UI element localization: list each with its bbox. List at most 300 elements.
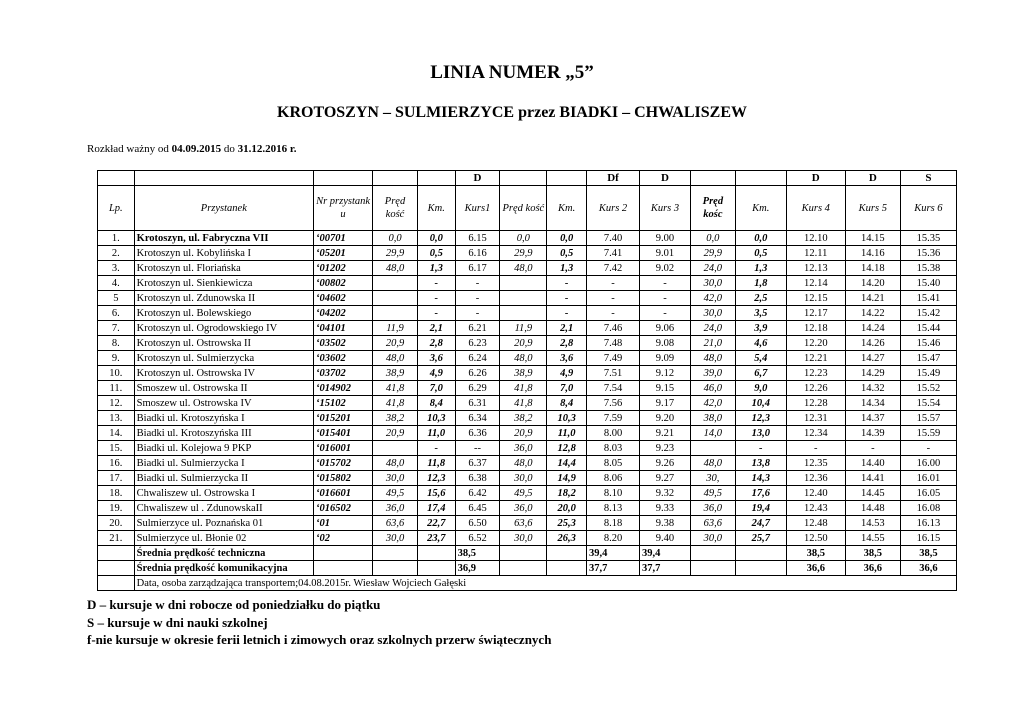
table-cell: 42,0 [690,396,735,411]
table-cell: 12.17 [786,306,845,321]
table-cell: 24,0 [690,261,735,276]
route-subtitle: KROTOSZYN – SULMIERZYCE przez BIADKI – CHWALISZEW [277,104,747,121]
table-cell: 7.49 [587,351,640,366]
column-header: Kurs 6 [900,186,956,231]
table-cell: 13,0 [735,426,786,441]
table-cell: 7.40 [587,231,640,246]
table-cell: Krotoszyn ul. Bolewskiego [134,306,313,321]
table-cell: - [640,276,691,291]
table-cell: - [417,291,455,306]
table-cell: 49,5 [373,486,418,501]
table-row [98,516,957,531]
table-cell: 2,5 [735,291,786,306]
service-code-cell [690,171,735,186]
table-cell: 4,6 [735,336,786,351]
column-header: Kurs 5 [845,186,900,231]
table-cell: - [417,441,455,456]
table-cell: 6.21 [455,321,500,336]
page-title: LINIA NUMER „5” [430,62,594,83]
table-cell: 6.17 [455,261,500,276]
table-cell: 48,0 [373,456,418,471]
table-cell: 12.10 [786,231,845,246]
table-row [98,381,957,396]
table-cell: - [640,306,691,321]
speed-row [98,561,957,576]
table-cell: 9.32 [640,486,691,501]
table-cell: 12,3 [735,411,786,426]
table-cell: 9.00 [640,231,691,246]
table-cell: 7.41 [587,246,640,261]
table-cell: 4,9 [417,366,455,381]
table-cell: 3. [98,261,135,276]
table-cell: 8,4 [547,396,587,411]
table-cell: 14.27 [845,351,900,366]
table-row [98,486,957,501]
validity-from: 04.09.2015 [171,143,222,155]
table-cell: 14.22 [845,306,900,321]
table-cell: 9.15 [640,381,691,396]
table-cell: 30,0 [690,276,735,291]
table-cell: 38,2 [500,411,547,426]
empty-cell [314,546,373,561]
table-cell: - [455,306,500,321]
speed-label: Średnia prędkość komunikacyjna [134,561,313,576]
table-cell: 63,6 [690,516,735,531]
column-header: Km. [735,186,786,231]
table-cell: 39,0 [690,366,735,381]
table-row [98,231,957,246]
table-cell: 49,5 [500,486,547,501]
empty-cell [314,561,373,576]
validity-to: 31.12.2016 r. [237,143,297,155]
table-cell: 14.16 [845,246,900,261]
table-cell: 11. [98,381,135,396]
speed-row [98,546,957,561]
table-cell: 36,0 [373,501,418,516]
speed-value: 37,7 [640,561,691,576]
table-cell: 2. [98,246,135,261]
table-cell: 0,5 [417,246,455,261]
table-cell: 16.00 [900,456,956,471]
table-cell: 14.32 [845,381,900,396]
table-cell: 9.20 [640,411,691,426]
table-cell [690,441,735,456]
speed-value: 36,6 [900,561,956,576]
table-cell: 24,7 [735,516,786,531]
table-cell: 7.48 [587,336,640,351]
table-row [98,366,957,381]
table-cell: 9.08 [640,336,691,351]
table-cell: 48,0 [690,456,735,471]
table-cell: 14.20 [845,276,900,291]
table-cell [500,306,547,321]
empty-cell [547,546,587,561]
table-cell: 9.23 [640,441,691,456]
empty-cell [417,561,455,576]
table-cell: 19. [98,501,135,516]
table-cell: 14.18 [845,261,900,276]
table-cell: - [845,441,900,456]
table-cell: 3,5 [735,306,786,321]
table-cell: 11,8 [417,456,455,471]
table-cell: 2,1 [417,321,455,336]
table-cell: 4. [98,276,135,291]
table-cell: 3,6 [417,351,455,366]
table-cell: 4,9 [547,366,587,381]
table-cell: 12.20 [786,336,845,351]
table-cell: 42,0 [690,291,735,306]
table-cell: 6.24 [455,351,500,366]
table-cell: ‘15102 [314,396,373,411]
table-cell: 7.56 [587,396,640,411]
table-cell: 22,7 [417,516,455,531]
table-cell: 8.10 [587,486,640,501]
table-row [98,441,957,456]
table-cell: 21,0 [690,336,735,351]
table-cell: -- [455,441,500,456]
speed-value: 39,4 [640,546,691,561]
table-cell: 14.45 [845,486,900,501]
empty-cell [690,561,735,576]
table-cell: 1,8 [735,276,786,291]
table-cell: 25,7 [735,531,786,546]
table-cell: 30,0 [373,531,418,546]
validity-line [87,143,297,155]
speed-label: Średnia prędkość techniczna [134,546,313,561]
empty-cell [500,546,547,561]
table-cell: 15.41 [900,291,956,306]
table-cell: ‘015201 [314,411,373,426]
table-cell: ‘01202 [314,261,373,276]
table-cell: Biadki ul. Kolejowa 9 PKP [134,441,313,456]
table-cell: 12.21 [786,351,845,366]
column-header: Km. [547,186,587,231]
timetable [97,170,957,591]
table-cell: 9.26 [640,456,691,471]
table-cell: 0,5 [547,246,587,261]
table-cell: 13. [98,411,135,426]
table-cell: 1,3 [547,261,587,276]
table-cell: 15.36 [900,246,956,261]
table-cell: 16.05 [900,486,956,501]
table-cell: - [587,291,640,306]
speed-value: 39,4 [587,546,640,561]
header-row [98,186,957,231]
table-cell: 9.38 [640,516,691,531]
table-cell [373,291,418,306]
empty-cell [690,546,735,561]
empty-cell [735,561,786,576]
table-cell: 15.54 [900,396,956,411]
speed-value: 36,6 [786,561,845,576]
table-cell: Krotoszyn ul. Sienkiewicza [134,276,313,291]
service-code-cell [547,171,587,186]
table-cell: 12.23 [786,366,845,381]
table-cell: 46,0 [690,381,735,396]
table-cell: 14.55 [845,531,900,546]
table-cell: 30,0 [500,471,547,486]
table-cell: Krotoszyn ul. Ostrowska IV [134,366,313,381]
column-header: Pręd kość [500,186,547,231]
table-cell: Krotoszyn ul. Ogrodowskiego IV [134,321,313,336]
service-code-cell: D [845,171,900,186]
table-cell: 8.00 [587,426,640,441]
table-cell: - [455,276,500,291]
table-cell: ‘03602 [314,351,373,366]
empty-cell [98,576,135,591]
table-cell: 8. [98,336,135,351]
table-cell: 12.14 [786,276,845,291]
table-cell: 8.06 [587,471,640,486]
table-cell: 6.26 [455,366,500,381]
table-cell: 20,9 [373,426,418,441]
table-cell: 6.23 [455,336,500,351]
table-cell: 2,8 [547,336,587,351]
table-cell: - [417,306,455,321]
table-cell: 15.35 [900,231,956,246]
table-cell: 9.01 [640,246,691,261]
table-cell: 9.09 [640,351,691,366]
table-cell: 29,9 [690,246,735,261]
table-cell: 14.48 [845,501,900,516]
table-cell: Biadki ul. Sulmierzycka II [134,471,313,486]
table-row [98,351,957,366]
table-cell: 63,6 [500,516,547,531]
table-cell: 16. [98,456,135,471]
table-row [98,471,957,486]
empty-cell [735,546,786,561]
table-row [98,276,957,291]
service-code-cell: D [640,171,691,186]
table-cell: 2,1 [547,321,587,336]
table-cell: 9,0 [735,381,786,396]
table-cell: 15,6 [417,486,455,501]
table-cell: 36,0 [500,441,547,456]
table-cell: 29,9 [373,246,418,261]
table-cell: - [587,276,640,291]
table-cell: 14.15 [845,231,900,246]
table-cell: 14.53 [845,516,900,531]
speed-value: 38,5 [786,546,845,561]
service-code-cell: D [786,171,845,186]
legend-line: f-nie kursuje w okresie ferii letnich i zimowych oraz szkolnych przerw świątecznych [87,632,552,647]
table-cell [373,276,418,291]
table-cell: 11,9 [500,321,547,336]
table-cell: Biadki ul. Sulmierzycka I [134,456,313,471]
service-code-cell [735,171,786,186]
footer-note: Data, osoba zarządzająca transportem;04.08.2015r. Wiesław Wojciech Gałęski [134,576,956,591]
table-cell: 15.44 [900,321,956,336]
table-row [98,501,957,516]
table-row [98,261,957,276]
table-cell: 7.46 [587,321,640,336]
table-cell: 48,0 [373,351,418,366]
speed-value: 37,7 [587,561,640,576]
table-cell: 6.29 [455,381,500,396]
table-cell: ‘05201 [314,246,373,261]
table-cell: 14.26 [845,336,900,351]
table-cell: 6.52 [455,531,500,546]
table-cell: 15.40 [900,276,956,291]
validity-mid: do [221,143,238,155]
service-code-cell: Df [587,171,640,186]
table-cell [500,276,547,291]
table-cell: 14.24 [845,321,900,336]
table-cell: 10,3 [417,411,455,426]
table-cell: 30,0 [500,531,547,546]
table-row [98,456,957,471]
table-cell: ‘015802 [314,471,373,486]
table-cell: 30,0 [373,471,418,486]
table-cell: 30,0 [690,306,735,321]
table-cell: 18. [98,486,135,501]
table-cell: 17. [98,471,135,486]
table-cell: 6.36 [455,426,500,441]
table-cell: - [547,306,587,321]
table-cell: 14,3 [735,471,786,486]
table-cell: 30, [690,471,735,486]
column-header: Kurs 4 [786,186,845,231]
table-cell: 16.01 [900,471,956,486]
table-cell: 36,0 [690,501,735,516]
service-code-cell [314,171,373,186]
table-row [98,531,957,546]
table-row [98,291,957,306]
table-cell: ‘02 [314,531,373,546]
table-cell: 12.31 [786,411,845,426]
table-cell: 48,0 [500,261,547,276]
table-cell: 14.34 [845,396,900,411]
table-cell: 9.06 [640,321,691,336]
table-cell: Sulmierzyce ul. Poznańska 01 [134,516,313,531]
table-cell: 26,3 [547,531,587,546]
table-cell: 0,0 [373,231,418,246]
empty-cell [417,546,455,561]
table-cell: 18,2 [547,486,587,501]
speed-value: 38,5 [845,546,900,561]
table-cell: 38,0 [690,411,735,426]
column-header: Km. [417,186,455,231]
table-cell: 8,4 [417,396,455,411]
table-cell: 16.13 [900,516,956,531]
table-row [98,426,957,441]
table-cell: 0,5 [735,246,786,261]
table-cell: ‘014902 [314,381,373,396]
table-cell: 12.13 [786,261,845,276]
table-cell: 29,9 [500,246,547,261]
table-cell: 7.59 [587,411,640,426]
table-cell: ‘03702 [314,366,373,381]
table-cell: 0,0 [735,231,786,246]
table-cell: 24,0 [690,321,735,336]
table-cell: 21. [98,531,135,546]
table-cell: 17,6 [735,486,786,501]
table-cell: 6.31 [455,396,500,411]
table-cell: 7. [98,321,135,336]
legend-line: D – kursuje w dni robocze od poniedziałku do piątku [87,597,381,612]
table-cell: 12.26 [786,381,845,396]
table-cell: 9. [98,351,135,366]
table-cell: 3,9 [735,321,786,336]
table-cell: - [735,441,786,456]
column-header: Kurs 3 [640,186,691,231]
table-cell: 12.40 [786,486,845,501]
table-cell: 0,0 [690,231,735,246]
table-cell: 20,9 [373,336,418,351]
table-cell: 6.16 [455,246,500,261]
table-cell: ‘00802 [314,276,373,291]
table-cell: 12.48 [786,516,845,531]
table-cell: 14.39 [845,426,900,441]
table-cell: 6. [98,306,135,321]
table-cell: 6.37 [455,456,500,471]
table-cell: 38,2 [373,411,418,426]
service-code-cell [373,171,418,186]
table-cell: 0,0 [500,231,547,246]
table-cell: 36,0 [500,501,547,516]
table-cell: 1,3 [417,261,455,276]
column-header: Nr przystank u [314,186,373,231]
empty-cell [373,546,418,561]
table-cell: Smoszew ul. Ostrowska IV [134,396,313,411]
table-cell: - [547,291,587,306]
table-cell: 8.18 [587,516,640,531]
table-cell: 11,9 [373,321,418,336]
table-cell: 6,7 [735,366,786,381]
table-cell: 15.59 [900,426,956,441]
table-cell: ‘03502 [314,336,373,351]
table-cell: 14.37 [845,411,900,426]
table-cell: 6.50 [455,516,500,531]
table-cell: 7,0 [547,381,587,396]
table-cell: 10,3 [547,411,587,426]
table-cell: 16.15 [900,531,956,546]
table-cell: - [455,291,500,306]
column-header: Lp. [98,186,135,231]
table-cell: 12,8 [547,441,587,456]
table-cell: 13,8 [735,456,786,471]
table-cell: 8.05 [587,456,640,471]
table-cell: 12.35 [786,456,845,471]
table-cell: 9.17 [640,396,691,411]
table-cell: 9.21 [640,426,691,441]
table-cell: 5 [98,291,135,306]
table-cell: 41,8 [500,396,547,411]
table-row [98,411,957,426]
column-header: Pręd kośc [690,186,735,231]
table-cell: - [547,276,587,291]
empty-cell [500,561,547,576]
table-cell [373,441,418,456]
table-cell: 12.15 [786,291,845,306]
table-cell: 9.27 [640,471,691,486]
table-cell: 10,4 [735,396,786,411]
column-header: Przystanek [134,186,313,231]
speed-value: 36,6 [845,561,900,576]
table-cell: - [587,306,640,321]
table-row [98,396,957,411]
table-cell: 14. [98,426,135,441]
table-cell: 14,9 [547,471,587,486]
table-cell: 9.12 [640,366,691,381]
table-cell: 7,0 [417,381,455,396]
table-cell: ‘015401 [314,426,373,441]
table-row [98,336,957,351]
table-cell: Krotoszyn ul. Ostrowska II [134,336,313,351]
table-cell: 12.43 [786,501,845,516]
table-cell: 6.34 [455,411,500,426]
table-cell: ‘04602 [314,291,373,306]
